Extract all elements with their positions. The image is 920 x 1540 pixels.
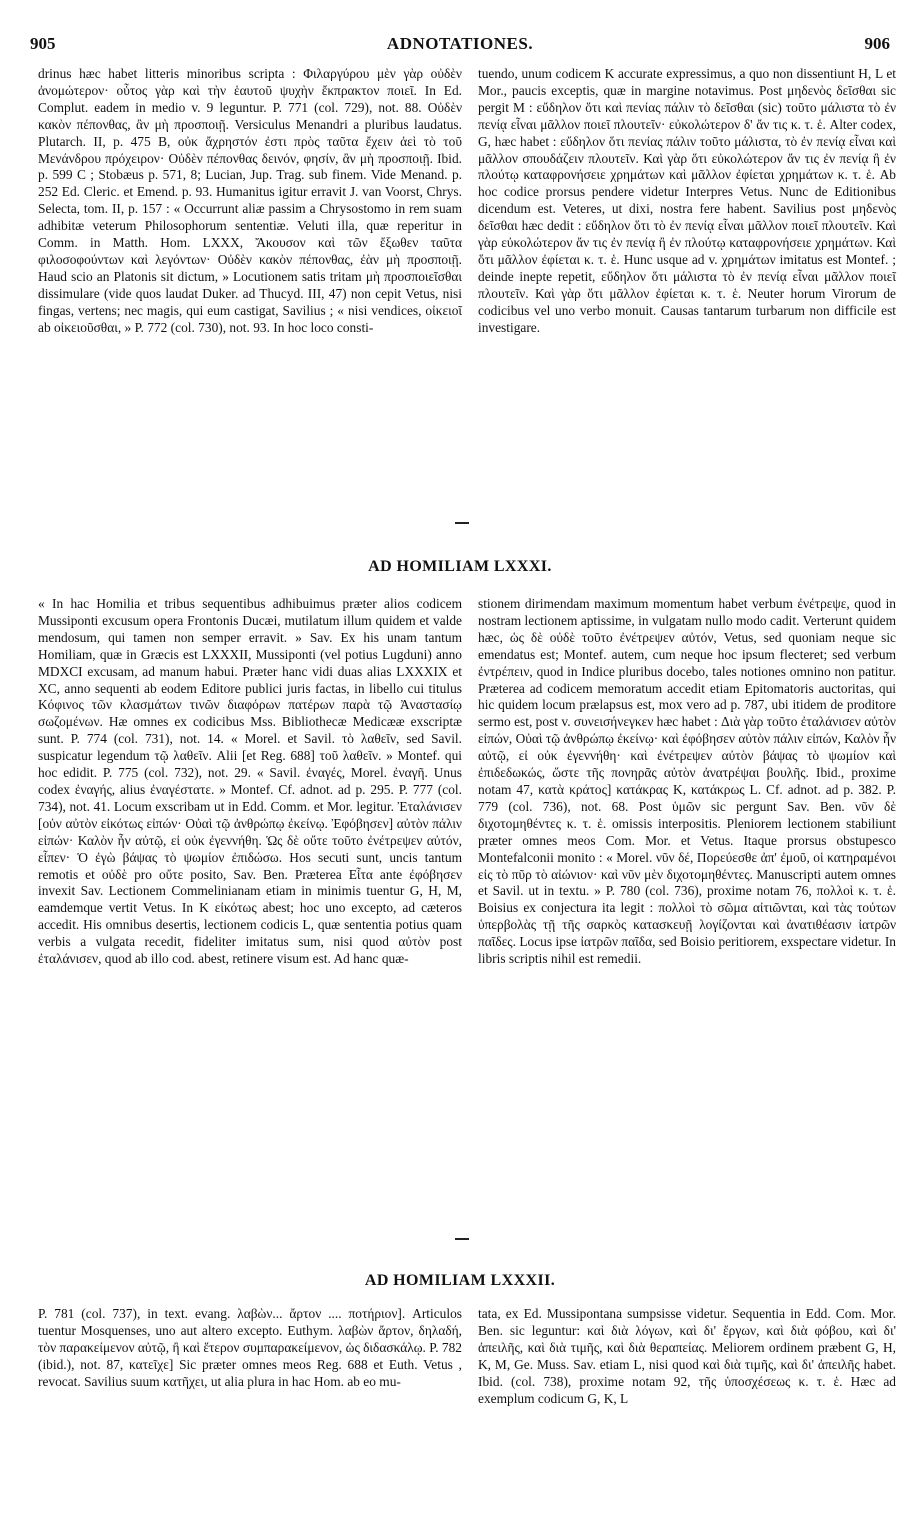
section2-left-column [38,596,462,1166]
section2-right-text: stionem dirimendam maximum momentum habet verbum ἐνέτρεψε, quod in nostram lectionem aptissime, in vulgatam nullo modo cadit. Verterunt quidem hæc, ὡς δὲ οὐδὲ τοῦτο ἐνέτρεψεν αὐτόν, Vetus, sed quoniam neque sic emendatus est; Montef. autem, cum neque hoc ipsum flecteret; sed verbum ἐντρέπειν, quod in Indice pluribus docebo, tales notiones omnino non patitur. Præterea ad codicem memoratum accedit etiam Epitomatoris auctoritas, qui hic quidem locum prælapsus est, mox vero ad p. 787, ubi itidem de proditore sermo est, post v. συνεισήνεγκεν hæc habet : Διὰ γὰρ τοῦτο ἐταλάνισεν αὐτὸν εἰπών, Οὐαὶ τῷ ἀνθρώπῳ ἐκείνῳ· καὶ ἐφόβησεν αὐτὸν πάλιν εἰπών, Καλὸν ἦν αὐτῷ, εἰ οὐκ ἐγεννήθη· καὶ ἐνέτρεψεν αὐτὸν βάψας τὸ ψωμίον καὶ ἐπιδεδωκώς, ὥστε τῆς πονηρᾶς αὐτὸν ἀνατρέψαι βουλῆς. Ibid., proxime notam 47, κατὰ κράτος] κατάκρας K, κατάκρως L. Cf. adnot. ad p. 382. P. 779 (col. 736), not. 68. Post ὑμῶν sic pergunt Sav. Ben. νῦν δὲ διχοτομηθέντες κ. τ. ἑ. omissis interpositis. Pleniorem lectionem stabiliunt præter omnes meos Com. Mor. et Vetus. Itaque prorsus obstupesco Montefalconii monito : « Morel. νῦν δέ, Πορεύεσθε ἀπ' ἐμοῦ, οἱ κατηραμένοι εἰς τὸ πῦρ τὸ αἰώνιον· καὶ νῦν μὲν διχοτομηθέντες. Manuscripti autem omnes et Savil. ut in textu. » P. 780 (col. 736), proxime notam 76, πολλοὶ κ. τ. ἑ. Boisius ex conjectura ita legit : πολλοὶ τὸ σῶμα αἰτιῶνται, καὶ τὰς τούτων ὑπερβολὰς τῇ τῆς σαρκὸς κατασκευῇ λογίζονται καὶ ἀνατιθέασιν ἰατρῶν παῖδες. Locus ipse ἰατρῶν παῖδα, sed Boisio peritiorem, exspectare videtur. In libris scriptis nihil est remedii. [478,596,896,967]
section2-right-column [478,596,896,1166]
running-header [30,34,890,62]
section1-left-column [38,66,462,486]
section2-left-text: « In hac Homilia et tribus sequentibus adhibuimus præter alios codicem Mussiponti excusum opera Frontonis Ducæi, mutilatum illum quidem et valde mendosum, qui tamen non semper erravit. » Sav. Ex his unam tantum Homiliam, quæ in Græcis est LXXXII, Mussiponti (vel potius Lugduni) anno MDXCI excusam, ad manum habui. Præter hanc vidi duas alias LXXXIX et XC, anno sequenti ab eodem Editore publici juris factas, in libello cui titulus Κόφινος τῶν κλασμάτων τινῶν διαφόρων πατέρων παρὰ τῷ Ἀναστασίῳ σωζομένων. Hæ omnes ex codicibus Mss. Bibliothecæ Medicææ exscriptæ sunt. P. 774 (col. 731), not. 14. « Morel. et Savil. τὸ λαθεῖν, sed Savil. suspicatur legendum τῷ λαθεῖν. Alii [et Reg. 688] τοῦ λαθεῖν. » Montef. qui hoc edidit. P. 775 (col. 732), not. 29. « Savil. ἐναγές, Morel. ἐναγῆ. Unus codex ἐναγής, alius ἐναγέστατε. » Montef. Cf. adnot. ad p. 295. P. 777 (col. 734), not. 41. Locum exscribam ut in Edd. Comm. et Mor. legitur. Ἐταλάνισεν [οὐν αὐτὸν εἰκότως εἰπών· Οὐαὶ τῷ ἀνθρώπῳ ἐκείνῳ. Ἐφόβησεν] αὐτὸν πάλιν εἰπών· Καλὸν ἦν αὐτῷ, εἰ οὐκ ἐγεννήθη. Ὡς δὲ οὔτε τοῦτο ἐνέτρεψεν αὐτόν, εἶπεν· Ὁ ἐγὼ βάψας τὸ ψωμίον ἐπιδώσω. Hos secuti sunt, uncis tantum remotis et οὐδὲ pro οὔτε posito, Sav. Ben. Præterea Εἶτα ante ἐφόβησεν invexit Sav. Lectionem Commelinianam etiam in minimis tuentur G, H, M, eamdemque vertit Vetus. In K εἰκότως abest; hoc uno excepto, ad cæteros accedit. His omnibus desertis, lectionem codicis L, quæ sententia potius quam verbis a vulgata recedit, fideliter imitatus sum, nisi quod αὐτὸν post ἐταλάνισεν, quod ab illo cod. abest, retinere visum est. Ad hanc quæ- [38,596,462,967]
section3-right-column [478,1306,896,1532]
section-divider [455,522,469,524]
section1-left-text: drinus hæc habet litteris minoribus scripta : Φιλαργύρου μὲν γὰρ οὐδὲν ἀνομώτερον· οὗτος γὰρ καὶ τὴν ἑαυτοῦ ψυχὴν ἔκπρακτον ποιεῖ. In Ed. Complut. eadem in medio v. 9 leguntur. P. 771 (col. 729), not. 88. Οὐδὲν κακὸν πέπονθας, ἂν μὴ προσποιῇ. Versiculus Menandri a pluribus laudatus. Plutarch. II, p. 475 B, οὐκ ἄχρηστόν ἐστι πρὸς ταῦτα ἔχειν ἀεὶ τὸ τοῦ Μενάνδρου πρόχειρον· Οὐδὲν πέπονθας δεινόν, φησίν, ἂν μὴ προσποιῇ. Ibid. p. 599 C ; Stobæus p. 571, 8; Lucian, Jup. Trag. sub finem. Vide Menand. p. 252 Ed. Cleric. et Emend. p. 93. Humanitus igitur erravit J. van Voorst, Chrys. Selecta, tom. II, p. 157 : « Occurrunt aliæ passim a Chrysostomo in rem suam adhibitæ veterum Philosophorum sententiæ. Veluti illa, quæ reperitur in Comm. in Matth. Hom. LXXX, Ἄκουσον καὶ τῶν ἔξωθεν ταῦτα φιλοσοφούντων καὶ λεγόντων· Οὐδὲν κακὸν πέπονθας, ἐὰν μὴ προσποιῇ. Haud scio an Platonis sit dictum, » Locutionem satis tritam μὴ προσποιεῖσθαι dissimulare (vide quos laudat Duker. ad Thucyd. III, 47) non cepit Vetus, nisi fingas, vertens; nec magis, qui eum castigat, Savilius ; « nisi vendices, οἰκειοῖ ab οἰκειοῦσθαι, » P. 772 (col. 730), not. 93. In hoc loco consti- [38,66,462,335]
section3-right-text: tata, ex Ed. Mussipontana sumpsisse videtur. Sequentia in Edd. Com. Mor. Ben. sic leguntur: καὶ διὰ λόγων, καὶ δι' ἔργων, καὶ διὰ φόβου, καὶ δι' ἀπειλῆς, καὶ διὰ τιμῆς, καὶ διὰ θεραπείας. Meliorem ordinem præbent G, H, K, M, Ge. Muss. Sav. etiam L, nisi quod καὶ διὰ τιμῆς, καὶ δι' ἀπειλῆς habet. Ibid. (col. 738), proxime notam 92, τῆς ὑποσχέσεως κ. τ. ἑ. Hæc ad exemplum codicum G, K, L [478,1306,896,1406]
section3-left-text: P. 781 (col. 737), in text. evang. λαβὼν... ἄρτον .... ποτήριον]. Articulos tuentur Mosquenses, uno aut altero excepto. Euthym. λαβὼν ἄρτον, δηλαδή, τὸν παρακείμενον αὐτῷ, ἢ καὶ ἕτερον συμπαρακείμενον, ὡς διδασκάλῳ. P. 782 (ibid.), not. 87, κατεῖχε] Sic præter omnes meos Reg. 688 et Euth. Vetus , revocat. Savilius suum κατῆχει, ut alia plura in hac Hom. ab eo mu- [38,1306,462,1389]
section1-right-text: tuendo, unum codicem K accurate expressimus, a quo non dissentiunt H, L et Mor., paucis exceptis, quæ in margine notavimus. Post μηδενὸς δεῖσθαι sic pergit M : εὔδηλον ὅτι καὶ πενίας πάλιν τὸ δεῖσθαι (sic) τοῦτο μάλιστα τὸ ἐν πενίᾳ εἶναι μᾶλλον ποιεῖ πλουτεῖν· εὐκολώτερον δ' ἄν τις κ. τ. ἑ. Alter codex, G, hæc habet : εὔδηλον ὅτι πενίας πάλιν τοῦτο μάλιστα, τὸ ἐν πενίᾳ εἶναι καὶ μᾶλλον σπουδάζειν πλουτεῖν. Καὶ γὰρ ὅτι εὐκολώτερον ἄν τις ἐν πενίᾳ ἢ ἐν πλούτῳ καταφρονήσειε χρημάτων καὶ μᾶλλον ἐφίεται χρημάτων κ. τ. ἑ. Ab hoc codice prorsus pendere videtur Interpres Vetus. Nunc de Editionibus dicendum est. Veteres, ut dixi, nostra fere habent. Savilius post μηδενὸς δεῖσθαι hæc dedit : εὔδηλον ὅτι τὸ ἐν πενίᾳ εἶναι μᾶλλον ποιεῖ πλουτεῖν. Καὶ γὰρ εὐκολώτερον ἄν τις ἐν πενίᾳ ἢ ἐν πλούτῳ καταφρονήσειε χρημάτων. Καὶ ὅτι μᾶλλον ἐφίεται κ. τ. ἑ. Hunc usque ad v. χρημάτων imitatus est Montef. ; deinde inepte repetit, εὔδηλον ὅτι μάλιστα τὸ ἐν πενίᾳ εἶναι μᾶλλον ποιεῖ πλουτεῖν. Καὶ γὰρ ὅτι μᾶλλον ἐφίεται κ. τ. ἑ. Neuter horum Virorum de codicibus vel uno verbo monuit. Causas tantarum turbarum non difficile est investigare. [478,66,896,335]
section2-heading: AD HOMILIAM LXXXI. [368,558,552,575]
section1-right-column [478,66,896,486]
page-number-left: 905 [30,34,56,53]
section3-left-column [38,1306,462,1532]
section-divider [455,1238,469,1240]
section3-heading: AD HOMILIAM LXXXII. [364,1272,556,1289]
page-number-right: 906 [864,34,890,53]
running-title: ADNOTATIONES. [386,34,534,53]
